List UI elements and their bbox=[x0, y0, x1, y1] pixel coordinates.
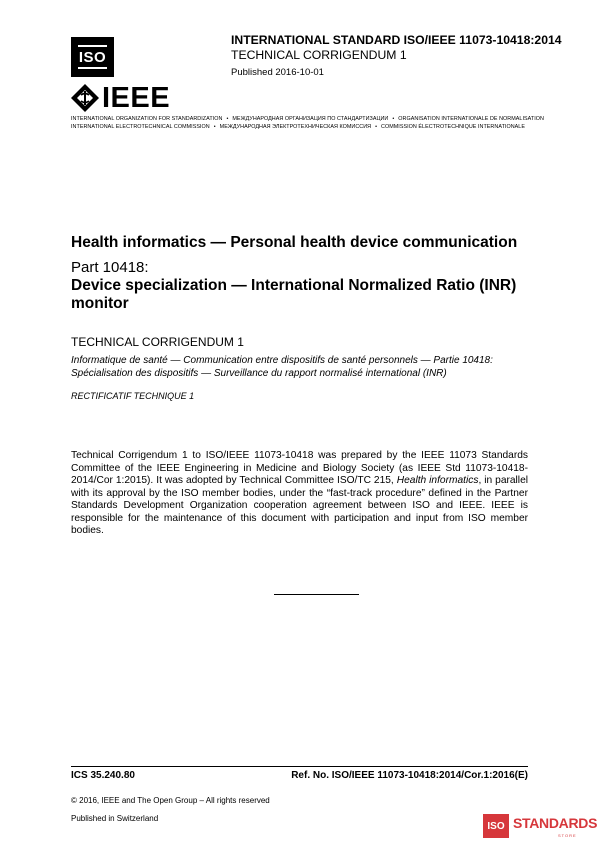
published-location: Published in Switzerland bbox=[71, 814, 159, 823]
divider-line bbox=[274, 594, 359, 595]
org-iso-en: INTERNATIONAL ORGANIZATION FOR STANDARDIZATION bbox=[71, 116, 223, 122]
part-title: Device specialization — International Normalized Ratio (INR) monitor bbox=[71, 277, 517, 312]
ics-code: ICS 35.240.80 bbox=[71, 770, 135, 781]
french-title: Informatique de santé — Communication entre dispositifs de santé personnels — Partie 10418: Spécialisation des dispositifs — Surveillance du rapport normalisé international (INR) bbox=[71, 355, 493, 379]
ieee-logo-text: IEEE bbox=[102, 82, 171, 114]
technical-corrigendum-label: TECHNICAL CORRIGENDUM 1 bbox=[71, 335, 244, 349]
body-text-2: , in parallel with its approval by the ISO member bodies, under the “fast-track procedure” defined in the Partner Standards Development Organization cooperation agreement between ISO and IEEE. IEEE is responsible for the maintenance of this document with participation and input from ISO member bodies. bbox=[71, 475, 528, 536]
standard-title: INTERNATIONAL STANDARD ISO/IEEE 11073-10418:2014 bbox=[231, 33, 562, 47]
body-paragraph bbox=[71, 450, 528, 538]
part-number: Part 10418: bbox=[71, 259, 149, 276]
footer-rule bbox=[71, 766, 528, 767]
org-line-1 bbox=[71, 116, 544, 122]
body-italic-term: Health informatics bbox=[396, 475, 479, 486]
corrigendum-header: TECHNICAL CORRIGENDUM 1 bbox=[231, 48, 407, 62]
ieee-logo bbox=[71, 84, 170, 112]
org-line-2 bbox=[71, 124, 525, 130]
org-iec-en: INTERNATIONAL ELECTROTECHNICAL COMMISSION bbox=[71, 124, 210, 130]
bullet: • bbox=[226, 116, 229, 122]
bullet: • bbox=[213, 124, 216, 130]
bullet: • bbox=[392, 116, 395, 122]
iso-standards-store-badge bbox=[483, 812, 598, 842]
store-subtext: STORE bbox=[558, 833, 577, 838]
iso-logo bbox=[71, 37, 114, 77]
ieee-diamond-icon bbox=[71, 84, 99, 112]
store-text: STANDARDS bbox=[513, 815, 598, 831]
org-iso-fr: ORGANISATION INTERNATIONALE DE NORMALISATION bbox=[398, 116, 544, 122]
org-iec-fr: COMMISSION ÉLECTROTECHNIQUE INTERNATIONALE bbox=[381, 124, 525, 130]
org-iso-ru: МЕЖДУНАРОДНАЯ ОРГАНИЗАЦИЯ ПО СТАНДАРТИЗАЦИИ bbox=[232, 116, 389, 122]
reference-number: Ref. No. ISO/IEEE 11073-10418:2014/Cor.1:2016(E) bbox=[291, 770, 528, 781]
iso-logo-text: ISO bbox=[78, 48, 107, 66]
body-text-1: Technical Corrigendum 1 to ISO/IEEE 11073-10418 was prepared by the IEEE 11073 Standards Committee of the IEEE Engineering in Medicine and Biology Society (as IEEE Std 11073-10418-2014/Cor 1:2015). It was adopted by Technical Committee ISO/TC 215, bbox=[71, 450, 528, 486]
bullet: • bbox=[375, 124, 378, 130]
org-iec-ru: МЕЖДУНАРОДНАЯ ЭЛЕКТРОТЕХНИЧЕСКАЯ КОМИССИЯ bbox=[219, 124, 372, 130]
store-iso-mark: ISO bbox=[483, 814, 509, 838]
copyright-notice: © 2016, IEEE and The Open Group – All rights reserved bbox=[71, 796, 270, 805]
main-title: Health informatics — Personal health device communication bbox=[71, 234, 518, 251]
rectificatif-label: RECTIFICATIF TECHNIQUE 1 bbox=[71, 391, 195, 401]
published-date: Published 2016-10-01 bbox=[231, 67, 324, 78]
